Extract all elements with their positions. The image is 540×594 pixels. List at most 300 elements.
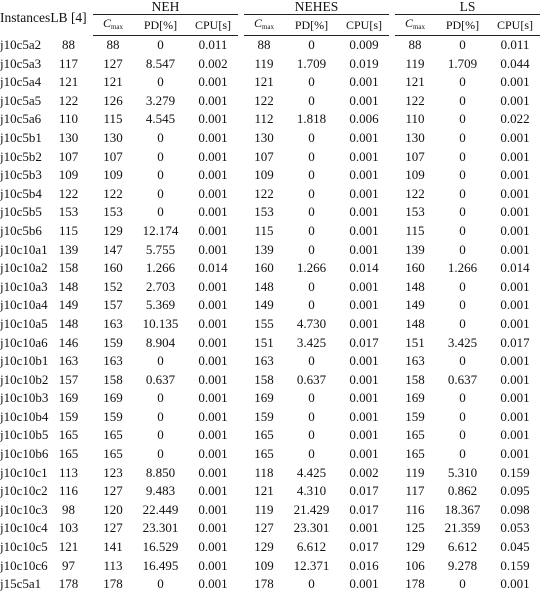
ls-pd-cell: 0 [459,297,466,313]
nehes-pd-cell: 1.818 [296,111,327,127]
ls-pd-cell: 0 [459,167,466,183]
ls-cmax-cell: 130 [405,129,425,145]
lb-cell: 158 [58,260,79,276]
table-row [0,278,540,297]
ls-cpu-cell: 0.001 [500,297,530,313]
ls-cmax-cell: 148 [405,315,425,331]
nehes-cpu-cell: 0.001 [349,576,379,592]
nehes-pd-cell: 3.425 [296,334,327,350]
nehes-cpu-cell: 0.009 [349,37,379,52]
ls-cpu-cell: 0.159 [500,464,530,480]
neh-pd-cell: 0 [157,204,164,220]
table-row [0,464,540,483]
neh-cmax-cell: 122 [103,185,123,201]
lb-cell: 109 [58,167,79,183]
table-row [0,55,540,74]
nehes-pd-cell: 4.310 [296,483,327,499]
neh-pd-cell: 23.301 [142,520,179,536]
instance-cell: j10c10c3 [0,501,48,517]
neh-cpu-cell: 0.001 [198,539,228,555]
nehes-cmax-cell: 158 [254,371,274,387]
nehes-cmax-cell: 169 [254,390,274,406]
nehes-cpu-cell: 0.001 [349,297,379,313]
ls-pd-cell: 1.266 [447,260,478,276]
table-row [0,185,540,204]
lb-cell: 98 [62,501,75,517]
ls-cmax-cell: 122 [405,185,425,201]
neh-cpu-cell: 0.001 [198,241,228,257]
neh-pd-cell: 4.545 [145,111,176,127]
neh-pd-cell: 8.850 [145,464,176,480]
lb-cell: 115 [58,222,79,238]
neh-cmax-cell: 160 [103,260,123,276]
nehes-pd-cell: 0 [308,353,315,369]
instance-cell: j10c10a3 [0,278,48,294]
instance-cell: j10c10a1 [0,241,48,257]
table-row [0,92,540,111]
nehes-cmax-cell: 178 [254,576,274,592]
nehes-cmax-header: $C_{max}$ [244,15,284,36]
ls-cmax-cell: 119 [405,55,425,71]
neh-cpu-cell: 0.001 [198,408,228,424]
neh-pd-header: PD[%] [133,15,188,36]
nehes-cpu-cell: 0.001 [349,427,379,443]
nehes-cmax-cell: 129 [254,539,274,555]
neh-cmax-cell: 165 [103,427,123,443]
ls-cpu-cell: 0.053 [500,520,530,536]
nehes-cmax-cell: 127 [254,520,274,536]
ls-cmax-cell: 163 [405,353,425,369]
nehes-cmax-cell: 149 [254,297,274,313]
lb-cell: 165 [58,427,79,443]
nehes-cmax-cell: 159 [254,408,274,424]
lb-cell: 169 [58,390,79,406]
neh-pd-cell: 0 [157,167,164,183]
ls-cmax-cell: 159 [405,408,425,424]
table-row [0,538,540,557]
ls-cpu-cell: 0.001 [500,204,530,220]
lb-cell: 103 [58,520,79,536]
neh-pd-cell: 9.483 [145,483,176,499]
neh-pd-cell: 8.904 [145,334,176,350]
table-row [0,482,540,501]
neh-pd-cell: 0 [157,37,164,52]
neh-cmax-cell: 120 [103,501,123,517]
neh-cpu-cell: 0.002 [198,55,228,71]
ls-pd-cell: 0 [459,185,466,201]
lb-cell: 116 [58,483,79,499]
table-row [0,352,540,371]
ls-pd-cell: 0 [459,74,466,90]
neh-pd-cell: 8.547 [145,55,176,71]
neh-cpu-cell: 0.001 [198,185,228,201]
neh-cmax-cell: 88 [106,37,120,52]
instance-cell: j10c10c6 [0,557,48,573]
neh-cpu-cell: 0.001 [198,74,228,90]
neh-pd-cell: 2.703 [145,278,176,294]
nehes-cmax-cell: 153 [254,204,274,220]
table-row [0,408,540,427]
neh-cpu-cell: 0.001 [198,278,228,294]
instance-cell: j10c5a2 [0,36,42,52]
neh-cpu-cell: 0.001 [198,222,228,238]
nehes-pd-cell: 0 [308,37,315,52]
ls-cpu-cell: 0.045 [500,539,530,555]
table-row [0,371,540,390]
nehes-cpu-cell: 0.019 [349,55,379,71]
nehes-cmax-cell: 155 [254,315,274,331]
lb-cell: 139 [58,241,79,257]
ls-cmax-cell: 88 [408,37,422,52]
ls-cmax-cell: 109 [405,167,425,183]
nehes-cpu-cell: 0.001 [349,353,379,369]
neh-cpu-cell: 0.001 [198,446,228,462]
nehes-cpu-cell: 0.017 [349,501,379,517]
nehes-cpu-cell: 0.017 [349,539,379,555]
ls-pd-cell: 0 [459,37,466,52]
nehes-cmax-cell: 115 [254,222,274,238]
lb-cell: 122 [58,185,79,201]
neh-cmax-cell: 121 [103,74,123,90]
nehes-pd-cell: 0 [308,74,315,90]
nehes-cpu-cell: 0.002 [349,464,379,480]
table-row [0,575,540,594]
ls-cmax-cell: 125 [405,520,425,536]
instance-cell: j10c10b4 [0,408,49,424]
lb-cell: 107 [58,148,79,164]
nehes-cmax-cell: 119 [254,55,274,71]
ls-cpu-cell: 0.014 [500,260,530,276]
ls-cpu-cell: 0.001 [500,222,530,238]
neh-cpu-cell: 0.001 [198,464,228,480]
nehes-pd-cell: 0 [308,148,315,164]
instance-cell: j10c5b3 [0,167,42,183]
ls-cpu-cell: 0.001 [500,315,530,331]
neh-pd-cell: 22.449 [142,501,179,517]
neh-cmax-cell: 130 [103,129,123,145]
nehes-cpu-cell: 0.001 [349,129,379,145]
ls-cmax-cell: 165 [405,446,425,462]
neh-cpu-cell: 0.001 [198,297,228,313]
nehes-cpu-cell: 0.001 [349,371,379,387]
ls-pd-cell: 0 [459,111,466,127]
neh-pd-cell: 0 [157,427,164,443]
ls-pd-cell: 0 [459,204,466,220]
ls-cpu-cell: 0.022 [500,111,530,127]
ls-pd-cell: 6.612 [447,539,478,555]
table-row [0,426,540,445]
neh-cmax-cell: 127 [103,55,123,71]
nehes-cmax-cell: 151 [254,334,274,350]
nehes-cmax-cell: 109 [254,167,274,183]
ls-cpu-cell: 0.001 [500,92,530,108]
ls-pd-cell: 0 [459,427,466,443]
ls-pd-cell: 0 [459,353,466,369]
neh-cmax-cell: 127 [103,520,123,536]
ls-pd-cell: 0 [459,129,466,145]
ls-cmax-cell: 122 [405,92,425,108]
header-row-groups [0,0,540,15]
instance-cell: j10c10c4 [0,520,48,536]
table-row [0,445,540,464]
ls-cpu-cell: 0.001 [500,427,530,443]
ls-pd-cell: 0 [459,92,466,108]
nehes-pd-cell: 0 [308,278,315,294]
ls-pd-cell: 3.425 [447,334,478,350]
table-row [0,203,540,222]
ls-cpu-cell: 0.001 [500,278,530,294]
nehes-cmax-cell: 139 [254,241,274,257]
ls-cpu-header: CPU[s] [490,15,540,36]
ls-cpu-cell: 0.001 [500,390,530,406]
nehes-cpu-cell: 0.001 [349,446,379,462]
table-body [0,36,540,594]
neh-cmax-cell: 115 [103,111,123,127]
neh-cmax-cell: 178 [103,576,123,592]
ls-cpu-cell: 0.001 [500,241,530,257]
nehes-cpu-cell: 0.001 [349,241,379,257]
ls-pd-cell: 0.637 [447,371,478,387]
nehes-pd-cell: 0 [308,390,315,406]
neh-cpu-cell: 0.011 [198,37,228,52]
nehes-pd-cell: 23.301 [293,520,330,536]
neh-cpu-cell: 0.001 [198,520,228,536]
ls-pd-cell: 0 [459,148,466,164]
ls-cmax-cell: 158 [405,371,425,387]
ls-pd-cell: 1.709 [447,55,478,71]
neh-cmax-cell: 157 [103,297,123,313]
neh-cmax-cell: 123 [103,464,123,480]
lb-cell: 110 [58,111,79,127]
ls-cmax-cell: 139 [405,241,425,257]
ls-cmax-cell: 153 [405,204,425,220]
neh-cmax-cell: 109 [103,167,123,183]
neh-cmax-cell: 169 [103,390,123,406]
ls-cmax-cell: 129 [405,539,425,555]
ls-cpu-cell: 0.011 [500,37,530,52]
nehes-cpu-cell: 0.001 [349,204,379,220]
nehes-cmax-cell: 112 [254,111,274,127]
neh-cmax-cell: 159 [103,408,123,424]
ls-pd-cell: 5.310 [447,464,478,480]
neh-pd-cell: 0 [157,446,164,462]
nehes-pd-cell: 4.425 [296,464,327,480]
instance-cell: j10c10a4 [0,297,48,313]
lb-cell: 153 [58,204,79,220]
instance-cell: j10c10b2 [0,371,49,387]
nehes-pd-cell: 0 [308,576,315,592]
nehes-cmax-cell: 165 [254,446,274,462]
lb-cell: 148 [58,278,79,294]
neh-cmax-cell: 158 [103,371,123,387]
neh-pd-cell: 0 [157,408,164,424]
instance-cell: j10c10b5 [0,427,49,443]
ls-cpu-cell: 0.001 [500,167,530,183]
table-row [0,148,540,167]
instance-cell: j10c5a5 [0,92,42,108]
lb-cell: 113 [58,464,79,480]
ls-cpu-cell: 0.001 [500,576,530,592]
lb-header: LB [4] [50,9,87,25]
neh-cmax-cell: 165 [103,446,123,462]
ls-cpu-cell: 0.095 [500,483,530,499]
neh-cpu-cell: 0.001 [198,501,228,517]
neh-cmax-cell: 152 [103,278,123,294]
instance-cell: j10c10a6 [0,334,48,350]
ls-cpu-cell: 0.001 [500,371,530,387]
nehes-cpu-cell: 0.001 [349,185,379,201]
ls-group-header: LS [395,0,540,15]
instance-cell: j10c10b3 [0,390,49,406]
nehes-cmax-cell: 148 [254,278,274,294]
ls-cmax-cell: 106 [405,557,425,573]
neh-cpu-cell: 0.001 [198,576,228,592]
ls-pd-cell: 0 [459,222,466,238]
instance-cell: j10c5a4 [0,74,42,90]
nehes-pd-cell: 21.429 [293,501,330,517]
instance-cell: j10c5b2 [0,148,42,164]
nehes-cpu-header: CPU[s] [339,15,389,36]
ls-cpu-cell: 0.001 [500,148,530,164]
nehes-cmax-cell: 122 [254,185,274,201]
nehes-pd-cell: 0 [308,129,315,145]
instance-cell: j10c10c2 [0,483,48,499]
ls-cmax-cell: 116 [405,501,425,517]
nehes-cmax-cell: 88 [257,37,271,52]
ls-pd-cell: 0 [459,390,466,406]
nehes-cmax-cell: 121 [254,483,274,499]
nehes-pd-cell: 0 [308,408,315,424]
lb-cell: 159 [58,408,79,424]
nehes-pd-cell: 0 [308,427,315,443]
lb-cell: 178 [58,576,79,592]
neh-cpu-cell: 0.001 [198,371,228,387]
table-row [0,334,540,353]
ls-cmax-cell: 165 [405,427,425,443]
neh-pd-cell: 0 [157,129,164,145]
nehes-cpu-cell: 0.001 [349,390,379,406]
nehes-pd-cell: 0 [308,241,315,257]
ls-cmax-cell: 117 [405,483,425,499]
neh-cpu-cell: 0.001 [198,315,228,331]
table-row [0,389,540,408]
nehes-cpu-cell: 0.001 [349,74,379,90]
ls-pd-cell: 9.278 [447,557,478,573]
nehes-cpu-cell: 0.001 [349,520,379,536]
nehes-cmax-cell: 122 [254,92,274,108]
instance-cell: j10c10a5 [0,315,48,331]
ls-pd-cell: 0 [459,446,466,462]
lb-cell: 97 [62,557,75,573]
ls-cpu-cell: 0.044 [500,55,530,71]
nehes-pd-cell: 0 [308,222,315,238]
ls-cmax-cell: 107 [405,148,425,164]
ls-pd-cell: 0 [459,315,466,331]
ls-cpu-cell: 0.017 [500,334,530,350]
ls-cmax-cell: 119 [405,464,425,480]
nehes-pd-cell: 0.637 [296,371,327,387]
neh-cpu-header: CPU[s] [188,15,238,36]
nehes-pd-cell: 1.709 [296,55,327,71]
neh-pd-cell: 1.266 [145,260,176,276]
neh-cpu-cell: 0.001 [198,427,228,443]
neh-pd-cell: 0 [157,148,164,164]
table-row [0,241,540,260]
lb-cell: 165 [58,446,79,462]
lb-cell: 117 [58,55,79,71]
table-row [0,129,540,148]
neh-group-header: NEH [93,0,238,15]
neh-cmax-cell: 113 [103,557,123,573]
ls-cpu-cell: 0.159 [500,557,530,573]
neh-cpu-cell: 0.001 [198,111,228,127]
nehes-pd-cell: 6.612 [296,539,327,555]
nehes-cmax-cell: 160 [254,260,274,276]
neh-cmax-cell: 159 [103,334,123,350]
neh-pd-cell: 0 [157,74,164,90]
neh-cpu-cell: 0.001 [198,334,228,350]
nehes-pd-cell: 0 [308,185,315,201]
neh-pd-cell: 0 [157,185,164,201]
instance-cell: j10c5b1 [0,129,42,145]
neh-cpu-cell: 0.001 [198,129,228,145]
neh-pd-cell: 5.755 [145,241,176,257]
lb-cell: 163 [58,353,79,369]
ls-pd-cell: 0.862 [447,483,478,499]
instance-cell: j10c5b4 [0,185,42,201]
nehes-cmax-cell: 109 [254,557,274,573]
ls-cpu-cell: 0.001 [500,408,530,424]
nehes-pd-cell: 12.371 [293,557,330,573]
nehes-cmax-cell: 119 [254,501,274,517]
ls-cmax-cell: 121 [405,74,425,90]
ls-cpu-cell: 0.001 [500,129,530,145]
neh-cmax-cell: 147 [103,241,123,257]
neh-cmax-cell: 129 [103,222,123,238]
lb-cell: 149 [58,297,79,313]
ls-cpu-cell: 0.098 [500,501,530,517]
lb-cell: 122 [58,92,79,108]
instance-cell: j10c5b6 [0,222,42,238]
neh-cpu-cell: 0.001 [198,390,228,406]
instance-cell: j10c5a6 [0,111,42,127]
ls-cmax-header: $C_{max}$ [395,15,435,36]
neh-pd-cell: 0.637 [145,371,176,387]
ls-cmax-cell: 149 [405,297,425,313]
neh-cpu-cell: 0.001 [198,483,228,499]
ls-pd-cell: 18.367 [444,501,481,517]
neh-cmax-cell: 126 [103,92,123,108]
nehes-cpu-cell: 0.001 [349,167,379,183]
nehes-cmax-cell: 130 [254,129,274,145]
table-row [0,36,540,55]
neh-cmax-cell: 127 [103,483,123,499]
neh-cpu-cell: 0.001 [198,204,228,220]
nehes-cpu-cell: 0.001 [349,148,379,164]
ls-pd-cell: 0 [459,408,466,424]
nehes-cpu-cell: 0.017 [349,334,379,350]
nehes-pd-header: PD[%] [284,15,339,36]
nehes-cmax-cell: 121 [254,74,274,90]
neh-pd-cell: 5.369 [145,297,176,313]
ls-cmax-cell: 115 [405,222,425,238]
ls-cpu-cell: 0.001 [500,185,530,201]
nehes-cpu-cell: 0.001 [349,92,379,108]
nehes-group-header: NEHES [244,0,389,15]
nehes-pd-cell: 0 [308,446,315,462]
ls-cmax-cell: 169 [405,390,425,406]
ls-cmax-cell: 151 [405,334,425,350]
